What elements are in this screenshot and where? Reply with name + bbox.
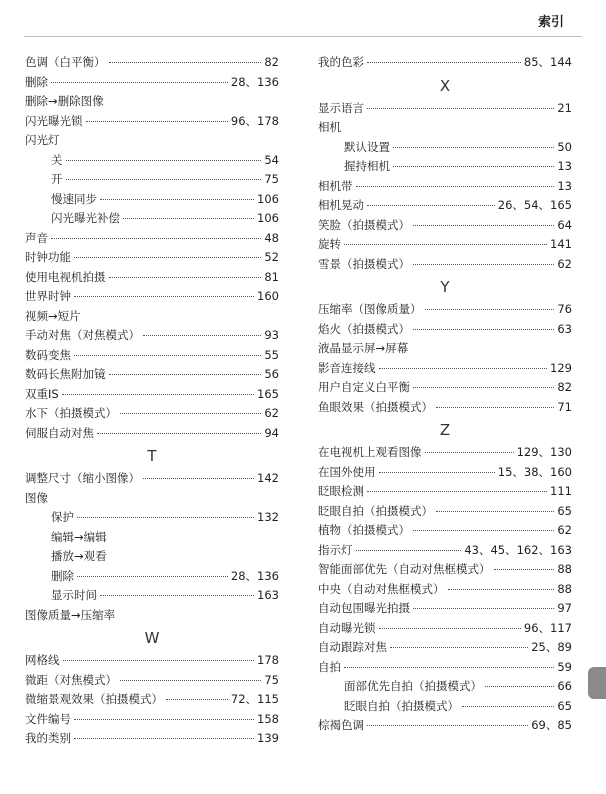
index-entry xyxy=(25,690,279,710)
index-entry xyxy=(25,92,279,112)
index-entry-pages: 76 xyxy=(557,302,572,316)
index-entry-pages: 106 xyxy=(257,191,279,206)
index-entry-pages: 82 xyxy=(264,55,279,69)
index-entry-label: 智能面部优先（自动对焦框模式） xyxy=(318,562,491,576)
index-entry-label: 色调（白平衡） xyxy=(25,55,106,69)
index-section-letter: W xyxy=(144,629,160,647)
index-entry xyxy=(318,216,572,236)
index-entry-label: 编辑→编辑 xyxy=(51,529,107,544)
index-entry xyxy=(25,469,279,489)
dot-leader xyxy=(356,186,555,187)
index-entry xyxy=(25,346,279,366)
index-entry xyxy=(25,307,279,327)
index-entry-pages: 129 xyxy=(550,360,572,375)
index-entry-label: 伺服自动对焦 xyxy=(25,425,94,440)
dot-leader xyxy=(66,179,262,180)
index-entry-pages: 66 xyxy=(557,679,572,693)
index-entry xyxy=(318,320,572,340)
index-entry xyxy=(25,489,279,509)
index-entry-pages: 88 xyxy=(557,562,572,576)
index-entry-pages: 85、144 xyxy=(523,55,572,69)
index-entry-label: 图像质量→压缩率 xyxy=(25,607,116,622)
index-subentry xyxy=(318,157,572,177)
index-entry-label: 在国外使用 xyxy=(318,464,376,479)
dot-leader xyxy=(413,264,554,265)
dot-leader xyxy=(123,218,254,219)
index-entry-pages: 43、45、162、163 xyxy=(464,542,572,557)
index-entry-label: 雪景（拍摄模式） xyxy=(318,256,410,271)
index-entry-label: 数码变焦 xyxy=(25,347,71,362)
index-entry xyxy=(25,729,279,749)
index-entry xyxy=(318,521,572,541)
index-entry-label: 闪光曝光补偿 xyxy=(51,211,120,225)
index-entry xyxy=(318,53,572,73)
index-entry-label: 相机晃动 xyxy=(318,198,364,212)
index-entry-label: 闪光曝光锁 xyxy=(25,113,83,128)
dot-leader xyxy=(100,199,254,200)
index-entry-label: 自动曝光锁 xyxy=(318,620,376,635)
index-entry xyxy=(318,339,572,359)
index-entry-label: 眨眼检测 xyxy=(318,484,364,498)
index-entry xyxy=(25,671,279,691)
index-entry-label: 指示灯 xyxy=(318,542,353,557)
index-entry xyxy=(318,619,572,639)
page-header-title: 索引 xyxy=(538,15,565,30)
index-entry-pages: 21 xyxy=(557,100,572,115)
index-entry-label: 面部优先自拍（拍摄模式） xyxy=(344,679,482,693)
index-entry xyxy=(25,287,279,307)
dot-leader xyxy=(390,647,528,648)
dot-leader xyxy=(413,387,554,388)
index-subentry xyxy=(25,170,279,190)
dot-leader xyxy=(413,530,554,531)
index-entry-pages: 62 xyxy=(264,406,279,420)
index-entry-pages: 97 xyxy=(557,601,572,615)
index-entry xyxy=(25,365,279,385)
dot-leader xyxy=(356,550,462,551)
index-entry-pages: 139 xyxy=(257,731,279,745)
index-entry xyxy=(25,268,279,288)
dot-leader xyxy=(66,160,262,161)
dot-leader xyxy=(77,576,228,577)
index-entry xyxy=(318,398,572,418)
index-entry xyxy=(318,638,572,658)
dot-leader xyxy=(367,725,528,726)
dot-leader xyxy=(143,335,261,336)
dot-leader xyxy=(393,147,554,148)
index-entry xyxy=(318,99,572,119)
index-entry-label: 文件编号 xyxy=(25,711,71,726)
dot-leader xyxy=(109,277,262,278)
index-entry xyxy=(25,53,279,73)
index-entry-label: 调整尺寸（缩小图像） xyxy=(25,471,140,485)
index-entry-label: 液晶显示屏→屏幕 xyxy=(318,341,409,355)
dot-leader xyxy=(100,595,254,596)
index-entry-pages: 63 xyxy=(557,321,572,336)
index-entry-pages: 96、178 xyxy=(230,113,279,128)
index-entry-label: 关 xyxy=(51,152,63,167)
index-entry-label: 眨眼自拍（拍摄模式） xyxy=(344,698,459,713)
index-entry xyxy=(318,716,572,736)
index-entry-pages: 25、89 xyxy=(531,640,572,654)
index-entry-label: 自拍 xyxy=(318,659,341,674)
index-section-letter: T xyxy=(147,447,157,465)
index-entry xyxy=(25,73,279,93)
dot-leader xyxy=(109,62,262,63)
index-entry-label: 棕褐色调 xyxy=(318,718,364,732)
index-subentry xyxy=(25,508,279,528)
index-entry-pages: 65 xyxy=(557,698,572,713)
dot-leader xyxy=(485,686,554,687)
index-entry-label: 鱼眼效果（拍摄模式） xyxy=(318,399,433,414)
index-entry-label: 压缩率（图像质量） xyxy=(318,302,422,316)
index-entry-label: 图像 xyxy=(25,490,48,505)
index-entry xyxy=(318,580,572,600)
index-entry-pages: 62 xyxy=(557,523,572,537)
index-entry-label: 眨眼自拍（拍摄模式） xyxy=(318,503,433,518)
index-entry-label: 中央（自动对焦框模式） xyxy=(318,581,445,596)
index-entry-label: 旋转 xyxy=(318,237,341,251)
dot-leader xyxy=(367,205,495,206)
index-entry xyxy=(25,385,279,405)
dot-leader xyxy=(77,517,254,518)
index-entry-pages: 141 xyxy=(550,237,572,251)
index-section-letter: X xyxy=(439,76,451,95)
dot-leader xyxy=(62,394,254,395)
dot-leader xyxy=(436,407,554,408)
index-subentry xyxy=(25,209,279,229)
index-entry-label: 微缩景观效果（拍摄模式） xyxy=(25,692,163,706)
index-entry-label: 水下（拍摄模式） xyxy=(25,406,117,420)
dot-leader xyxy=(120,413,261,414)
index-entry-pages: 75 xyxy=(264,672,279,687)
index-entry-label: 相机 xyxy=(318,120,341,134)
index-entry xyxy=(25,248,279,268)
index-entry-pages: 158 xyxy=(257,711,279,726)
index-entry-label: 植物（拍摄模式） xyxy=(318,523,410,537)
index-entry xyxy=(25,651,279,671)
index-entry-pages: 28、136 xyxy=(230,568,279,583)
dot-leader xyxy=(413,225,554,226)
index-entry-pages: 106 xyxy=(257,211,279,225)
dot-leader xyxy=(367,108,554,109)
index-entry-pages: 111 xyxy=(550,484,572,498)
index-entry-label: 时钟功能 xyxy=(25,250,71,264)
index-entry-pages: 71 xyxy=(557,399,572,414)
index-entry-pages: 82 xyxy=(557,380,572,394)
index-subentry xyxy=(25,151,279,171)
index-entry-pages: 160 xyxy=(257,289,279,303)
index-thumb-tab xyxy=(588,667,606,699)
dot-leader xyxy=(393,166,554,167)
index-entry xyxy=(318,463,572,483)
page-header-rule xyxy=(24,36,582,37)
index-subentry xyxy=(318,697,572,717)
index-entry-pages: 142 xyxy=(257,471,279,485)
dot-leader xyxy=(344,667,554,668)
index-entry-pages: 72、115 xyxy=(230,692,279,706)
index-entry-label: 影音连接线 xyxy=(318,360,376,375)
index-entry xyxy=(25,229,279,249)
dot-leader xyxy=(367,491,547,492)
index-entry xyxy=(318,118,572,138)
index-entry xyxy=(318,196,572,216)
index-entry-pages: 13 xyxy=(557,159,572,173)
index-column-right xyxy=(318,53,572,736)
index-entry-label: 闪光灯 xyxy=(25,133,60,147)
index-entry-pages: 64 xyxy=(557,217,572,232)
index-entry-label: 视频→短片 xyxy=(25,308,81,323)
index-entry-label: 我的类别 xyxy=(25,731,71,745)
index-entry-label: 网格线 xyxy=(25,653,60,667)
index-subentry xyxy=(25,190,279,210)
index-entry-pages: 88 xyxy=(557,581,572,596)
index-entry-label: 声音 xyxy=(25,230,48,245)
index-entry-pages: 165 xyxy=(257,386,279,401)
index-subentry xyxy=(318,677,572,697)
index-entry-pages: 54 xyxy=(264,152,279,167)
index-entry-pages: 55 xyxy=(264,347,279,362)
index-entry-label: 删除 xyxy=(25,74,48,89)
dot-leader xyxy=(494,569,555,570)
dot-leader xyxy=(74,355,261,356)
index-entry-pages: 129、130 xyxy=(516,445,572,459)
index-entry xyxy=(25,112,279,132)
index-entry xyxy=(318,502,572,522)
index-entry-pages: 94 xyxy=(264,425,279,440)
index-entry xyxy=(318,378,572,398)
index-subentry xyxy=(25,586,279,606)
dot-leader xyxy=(425,309,555,310)
index-entry-label: 删除 xyxy=(51,568,74,583)
index-entry-label: 自动跟踪对焦 xyxy=(318,640,387,654)
index-entry xyxy=(318,560,572,580)
index-entry xyxy=(318,443,572,463)
index-entry xyxy=(318,658,572,678)
index-entry-pages: 26、54、165 xyxy=(497,198,572,212)
index-entry xyxy=(318,300,572,320)
index-entry xyxy=(318,177,572,197)
dot-leader xyxy=(120,680,261,681)
index-entry-label: 显示语言 xyxy=(318,100,364,115)
dot-leader xyxy=(74,719,254,720)
index-subentry xyxy=(318,138,572,158)
dot-leader xyxy=(86,121,228,122)
index-entry-label: 数码长焦附加镜 xyxy=(25,367,106,381)
dot-leader xyxy=(63,660,255,661)
index-column-left xyxy=(25,53,279,749)
dot-leader xyxy=(379,472,495,473)
index-entry-label: 相机带 xyxy=(318,178,353,193)
index-entry-pages: 52 xyxy=(264,250,279,264)
index-entry-pages: 178 xyxy=(257,653,279,667)
dot-leader xyxy=(51,82,228,83)
index-entry xyxy=(25,710,279,730)
index-entry-label: 慢速同步 xyxy=(51,191,97,206)
index-entry xyxy=(25,326,279,346)
index-entry xyxy=(25,404,279,424)
index-section-letter: Y xyxy=(440,278,450,296)
index-entry-label: 删除→删除图像 xyxy=(25,94,104,108)
index-entry-pages: 13 xyxy=(557,178,572,193)
index-entry xyxy=(318,235,572,255)
index-entry xyxy=(318,255,572,275)
dot-leader xyxy=(462,706,554,707)
index-entry-label: 用户自定义白平衡 xyxy=(318,380,410,394)
dot-leader xyxy=(344,244,547,245)
dot-leader xyxy=(413,608,554,609)
index-entry xyxy=(25,606,279,626)
dot-leader xyxy=(74,296,254,297)
index-entry xyxy=(318,599,572,619)
index-entry-pages: 132 xyxy=(257,510,279,524)
dot-leader xyxy=(413,329,554,330)
index-entry-label: 显示时间 xyxy=(51,588,97,602)
index-entry-pages: 59 xyxy=(557,659,572,674)
index-entry-label: 世界时钟 xyxy=(25,289,71,303)
dot-leader xyxy=(109,374,262,375)
index-entry-pages: 163 xyxy=(257,588,279,602)
index-entry-pages: 81 xyxy=(264,269,279,284)
index-entry-pages: 56 xyxy=(264,367,279,381)
index-entry-label: 保护 xyxy=(51,510,74,524)
dot-leader xyxy=(379,628,521,629)
index-subentry xyxy=(25,567,279,587)
dot-leader xyxy=(51,238,261,239)
index-entry xyxy=(25,424,279,444)
index-entry xyxy=(318,359,572,379)
dot-leader xyxy=(143,478,254,479)
index-subentry xyxy=(25,547,279,567)
index-entry xyxy=(318,482,572,502)
dot-leader xyxy=(425,452,514,453)
index-entry-pages: 93 xyxy=(264,328,279,342)
dot-leader xyxy=(166,699,228,700)
dot-leader xyxy=(367,62,521,63)
index-entry-pages: 28、136 xyxy=(230,74,279,89)
index-entry xyxy=(318,541,572,561)
dot-leader xyxy=(74,257,261,258)
dot-leader xyxy=(97,433,261,434)
index-entry-pages: 48 xyxy=(264,230,279,245)
dot-leader xyxy=(74,738,254,739)
index-entry-pages: 62 xyxy=(557,256,572,271)
dot-leader xyxy=(448,589,555,590)
dot-leader xyxy=(436,511,554,512)
index-entry-label: 我的色彩 xyxy=(318,55,364,69)
index-entry-label: 手动对焦（对焦模式） xyxy=(25,328,140,342)
index-entry-pages: 65 xyxy=(557,503,572,518)
index-entry xyxy=(25,131,279,151)
index-entry-pages: 69、85 xyxy=(531,718,572,732)
index-entry-label: 默认设置 xyxy=(344,139,390,154)
index-section-letter: Z xyxy=(439,421,451,439)
dot-leader xyxy=(379,368,548,369)
index-entry-label: 微距（对焦模式） xyxy=(25,672,117,687)
index-entry-label: 笑脸（拍摄模式） xyxy=(318,217,410,232)
index-entry-pages: 50 xyxy=(557,139,572,154)
index-entry-label: 播放→观看 xyxy=(51,549,107,563)
index-entry-label: 使用电视机拍摄 xyxy=(25,269,106,284)
index-subentry xyxy=(25,528,279,548)
index-entry-pages: 96、117 xyxy=(523,620,572,635)
index-entry-label: 开 xyxy=(51,172,63,186)
index-entry-label: 自动包围曝光拍摄 xyxy=(318,601,410,615)
index-entry-label: 握持相机 xyxy=(344,159,390,173)
index-entry-pages: 75 xyxy=(264,172,279,186)
index-entry-pages: 15、38、160 xyxy=(497,464,572,479)
index-entry-label: 双重IS xyxy=(25,386,59,401)
index-entry-label: 在电视机上观看图像 xyxy=(318,445,422,459)
index-entry-label: 焰火（拍摄模式） xyxy=(318,321,410,336)
